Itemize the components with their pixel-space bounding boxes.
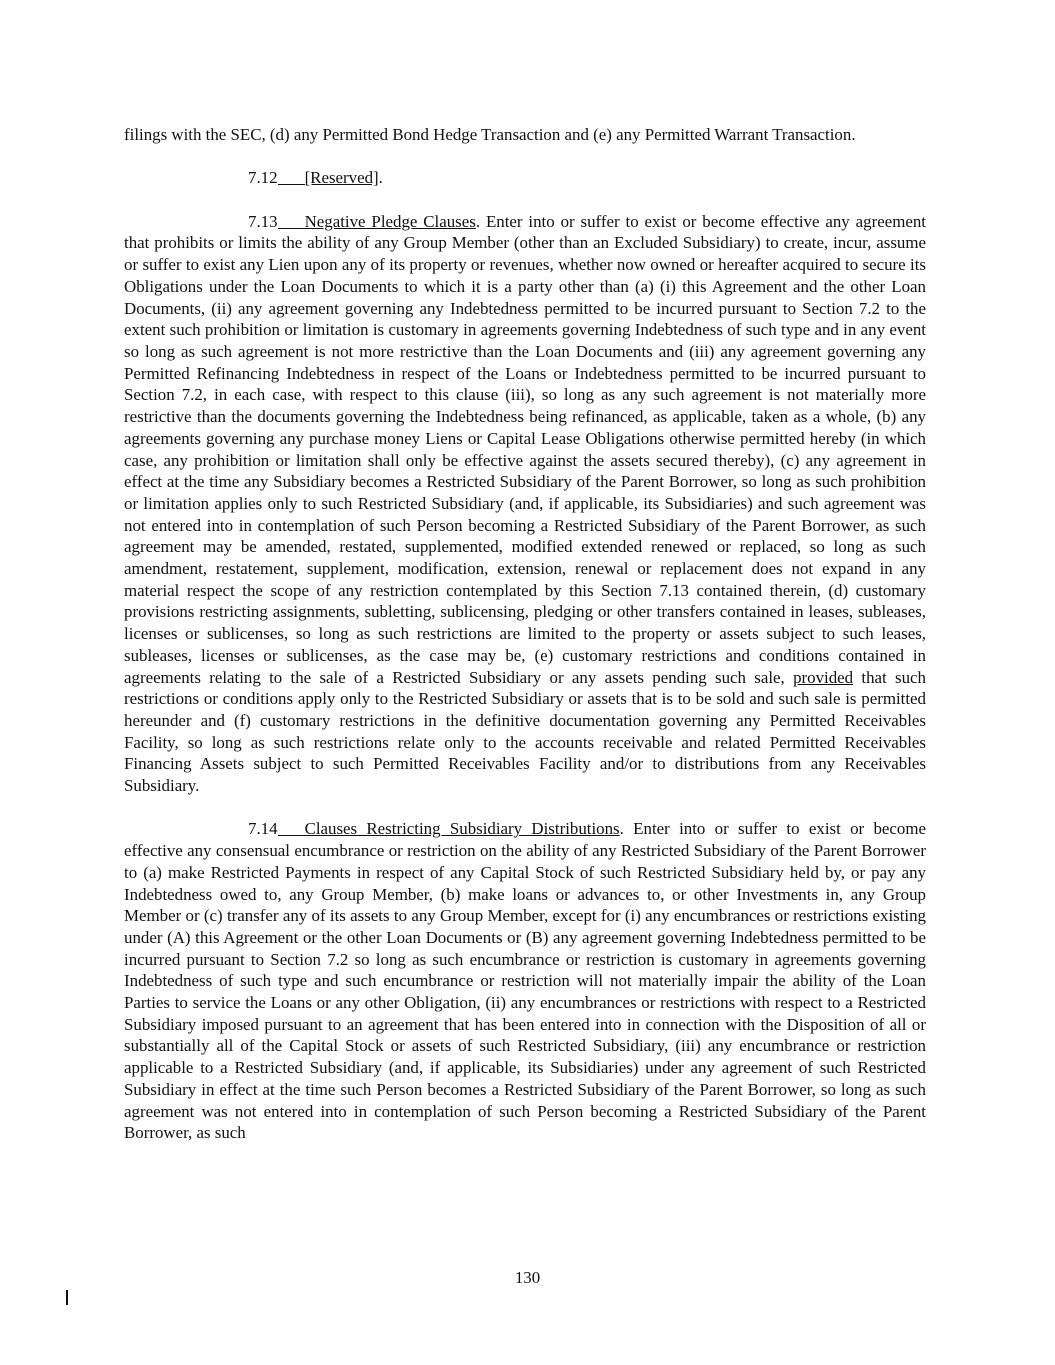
section-7-12 xyxy=(124,167,926,189)
section-7-14 xyxy=(124,818,926,1144)
section-7-12-title: [Reserved] xyxy=(304,168,379,188)
section-7-13-body-part2: that such restrictions or conditions apply only to the Restricted Subsidiary or assets that is to be sold and such sale is permitted hereunder and (f) customary restrictions in the definitive documentation governing any Permitted Receivables Facility, so long as such restrictions relate only to the accounts receivable and related Permitted Receivables Financing Assets subject to such Permitted Receivables Facility and/or to distributions from any Receivables Subsidiary. xyxy=(124,667,926,796)
section-7-13 xyxy=(124,211,926,797)
section-gap-underline xyxy=(278,214,305,229)
intro-paragraph: filings with the SEC, (d) any Permitted Bond Hedge Transaction and (e) any Permitted Warrant Transaction. xyxy=(124,125,856,144)
section-7-12-period: . xyxy=(378,168,383,188)
section-7-12-number: 7.12 xyxy=(248,168,278,188)
section-7-14-title: Clauses Restricting Subsidiary Distributions xyxy=(304,819,620,839)
section-gap-underline xyxy=(278,821,305,836)
section-gap-underline xyxy=(278,170,305,185)
section-7-14-number: 7.14 xyxy=(248,819,278,839)
provided-term: provided xyxy=(793,667,854,687)
section-7-13-body-part1: . Enter into or suffer to exist or become effective any agreement that prohibits or limits the ability of any Group Member (other than an Excluded Subsidiary) to create, incur, assume or suffer to exist any Lien upon any of its property or revenues, whether now owned or hereafter acquired to secure its Obligations under the Loan Documents to which it is a party other than (a) (i) this Agreement and the other Loan Documents, (ii) any agreement governing any Indebtedness permitted to be incurred pursuant to Section 7.2 to the extent such prohibition or limitation is customary in agreements governing Indebtedness of such type and in any event so long as such agreement is not more restrictive than the Loan Documents and (iii) any agreement governing any Permitted Refinancing Indebtedness in respect of the Loans or Indebtedness permitted to be incurred pursuant to Section 7.2, in each case, with respect to this clause (iii), so long as any such agreement is not materially more restrictive than the documents governing the Indebtedness being refinanced, as applicable, taken as a whole, (b) any agreements governing any purchase money Liens or Capital Lease Obligations otherwise permitted hereby (in which case, any prohibition or limitation shall only be effective against the assets secured thereby), (c) any agreement in effect at the time any Subsidiary becomes a Restricted Subsidiary of the Parent Borrower, so long as such prohibition or limitation applies only to such Restricted Subsidiary (and, if applicable, its Subsidiaries) and such agreement was not entered into in contemplation of such Person becoming a Restricted Subsidiary of the Parent Borrower, as such agreement may be amended, restated, supplemented, modified extended renewed or replaced, so long as such amendment, restatement, supplement, modification, extension, renewal or replacement does not expand in any material respect the scope of any restriction contemplated by this Section 7.13 contained therein, (d) customary provisions restricting assignments, subletting, sublicensing, pledging or other transfers contained in leases, subleases, licenses or sublicenses, so long as such restrictions are limited to the property or assets subject to such leases, subleases, licenses or sublicenses, as the case may be, (e) customary restrictions and conditions contained in agreements relating to the sale of a Restricted Subsidiary or any assets pending such sale, xyxy=(124,211,926,687)
section-7-13-number: 7.13 xyxy=(248,211,278,231)
page-body xyxy=(124,124,926,1166)
section-7-14-body: . Enter into or suffer to exist or become effective any consensual encumbrance or restriction on the ability of any Restricted Subsidiary of the Parent Borrower to (a) make Restricted Payments in respect of any Capital Stock of such Restricted Subsidiary held by, or pay any Indebtedness owed to, any Group Member, (b) make loans or advances to, or other Investments in, any Group Member or (c) transfer any of its assets to any Group Member, except for (i) any encumbrances or restrictions existing under (A) this Agreement or the other Loan Documents or (B) any agreement governing Indebtedness permitted to be incurred pursuant to Section 7.2 so long as such encumbrance or restriction is customary in agreements governing Indebtedness of such type and such encumbrance or restriction will not materially impair the ability of the Loan Parties to service the Loans or any other Obligation, (ii) any encumbrances or restrictions with respect to a Restricted Subsidiary imposed pursuant to an agreement that has been entered into in connection with the Disposition of all or substantially all of the Capital Stock or assets of such Restricted Subsidiary, (iii) any encumbrance or restriction applicable to a Restricted Subsidiary (and, if applicable, its Subsidiaries) under any agreement of such Restricted Subsidiary in effect at the time such Person becomes a Restricted Subsidiary of the Parent Borrower, so long as such agreement was not entered into in contemplation of such Person becoming a Restricted Subsidiary of the Parent Borrower, as such xyxy=(124,819,926,1143)
revision-margin-bar xyxy=(66,1290,68,1305)
section-7-13-title: Negative Pledge Clauses xyxy=(304,211,476,231)
page-number: 130 xyxy=(514,1268,541,1287)
